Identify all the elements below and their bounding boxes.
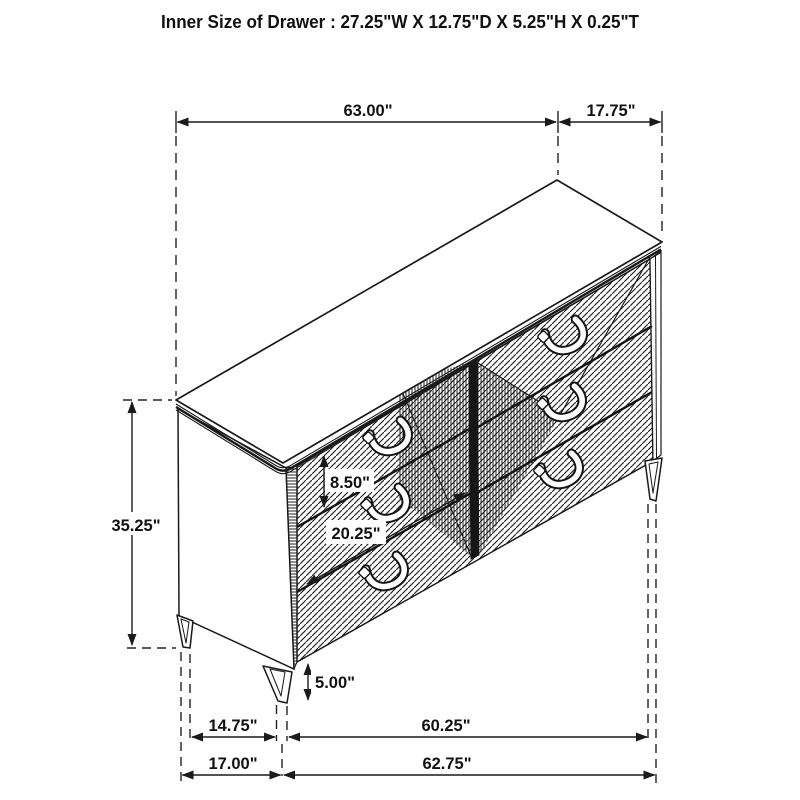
dim-leg-height: 5.00" <box>315 674 355 692</box>
page-title: Inner Size of Drawer : 27.25"W X 12.75"D X 5.25"H X 0.25"T <box>161 12 640 32</box>
dresser-illustration <box>176 180 662 703</box>
dim-foot-span-depth: 14.75" <box>208 717 258 735</box>
dim-base-depth: 17.00" <box>208 755 258 773</box>
dim-drawer-front-width: 20.25" <box>331 525 381 543</box>
dim-top-drawer-height: 8.50" <box>330 474 370 492</box>
dim-overall-width: 63.00" <box>343 102 393 120</box>
dim-top-depth: 17.75" <box>586 102 636 120</box>
center-divider <box>469 359 479 559</box>
dim-foot-span-width: 60.25" <box>421 717 471 735</box>
dim-overall-height: 35.25" <box>111 517 161 535</box>
dim-base-width: 62.75" <box>422 755 472 773</box>
